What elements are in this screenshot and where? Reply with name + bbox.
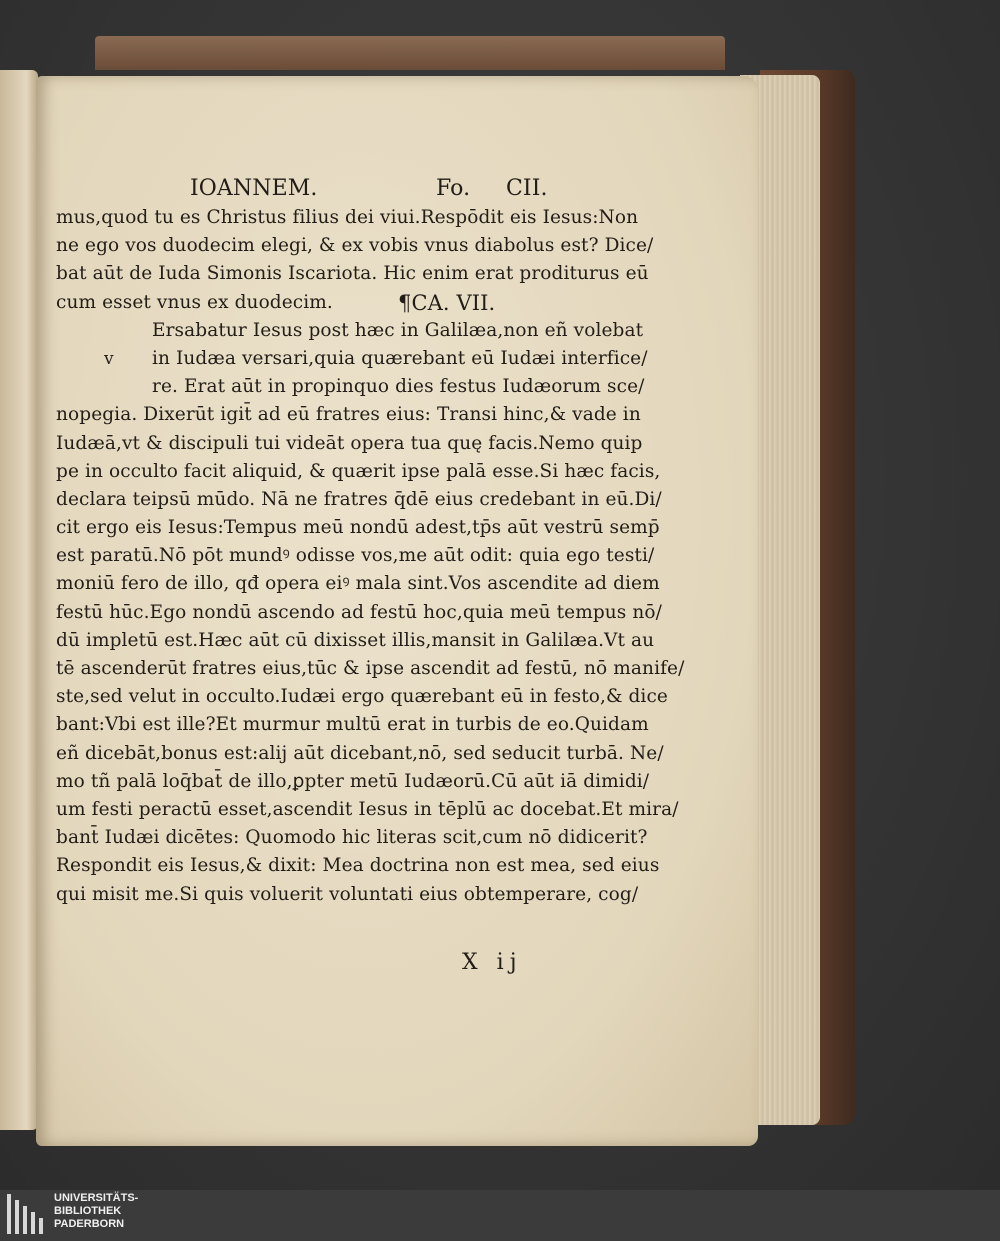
text-line: pe in occulto facit aliquid, & quærit ipse palā esse.Si hæc facis,: [56, 460, 661, 482]
folio-label: Fo.: [436, 176, 471, 201]
text-line: bant̄ Iudæi dicētes: Quomodo hic literas scit,cum nō didicerit?: [56, 827, 648, 849]
library-footer: [0, 1190, 1000, 1241]
text-line: festū hūc.Ego nondū ascendo ad festū hoc,quia meū tempus nō/: [56, 601, 662, 623]
text-line-with-chapter: [56, 289, 601, 317]
text-line: dū impletū est.Hæc aūt cū dixisset illis,mansit in Galilæa.Vt au: [56, 629, 655, 651]
chapter-heading: ¶CA. VII.: [398, 290, 496, 315]
text-line: est paratū.Nō pōt mundꝰ odisse vos,me aūt odit: quia ego testi/: [56, 545, 655, 567]
text-line: nopegia. Dixerūt igit̄ ad eū fratres eius: Transi hinc,& vade in: [56, 404, 641, 426]
text-line: cum esset vnus ex duodecim.: [56, 291, 333, 313]
library-name-line: UNIVERSITÄTS-: [54, 1192, 139, 1204]
library-logo-icon: [7, 1194, 43, 1234]
text-line: bant:Vbi est ille?Et murmur multū erat in turbis de eo.Quidam: [56, 714, 649, 736]
text-line: qui misit me.Si quis voluerit voluntati eius obtemperare, cog/: [56, 883, 639, 905]
text-line: Respondit eis Iesus,& dixit: Mea doctrina non est mea, sed eius: [56, 855, 660, 877]
text-line: cit ergo eis Iesus:Tempus meū nondū adest,tp̄s aūt vestrū semp̄: [56, 517, 660, 539]
left-page-sliver: [0, 70, 38, 1130]
text-line: eñ dicebāt,bonus est:alij aūt dicebant,nō, sed seducit turbā. Ne/: [56, 742, 664, 764]
text-line: mus,quod tu es Christus filius dei viui.Respōdit eis Iesus:Non: [56, 207, 639, 228]
running-header: [56, 174, 601, 204]
text-line: re. Erat aūt in propinquo dies festus Iudæorum sce/: [152, 376, 645, 398]
library-name-line: BIBLIOTHEK: [54, 1205, 122, 1217]
text-line: Iudæā,vt & discipuli tui videāt opera tua quę facis.Nemo quip: [56, 432, 643, 454]
text-line: tē ascenderūt fratres eius,tūc & ipse ascendit ad festū, nō manife/: [56, 658, 685, 679]
marginal-letter: v: [104, 348, 114, 369]
text-line-with-marginal: [56, 345, 648, 373]
library-name-line: PADERBORN: [54, 1218, 125, 1230]
book-cover-top-edge: [95, 36, 725, 70]
text-line: mo tñ palā loq̄bat̄ de illo,ꝑpter metū Iudæorū.Cū aūt iā dimidi/: [56, 770, 650, 792]
running-header-title: IOANNEM.: [190, 176, 318, 201]
signature-mark: X ij: [462, 950, 523, 975]
text-line: ste,sed velut in occulto.Iudæi ergo quærebant eū in festo,& dice: [56, 686, 668, 708]
text-line: bat aūt de Iuda Simonis Iscariota. Hic enim erat proditurus eū: [56, 263, 649, 285]
text-line: ne ego vos duodecim elegi, & ex vobis vnus diabolus est? Dice/: [56, 235, 654, 257]
text-line: um festi peractū esset,ascendit Iesus in tēplū ac docebat.Et mira/: [56, 798, 679, 820]
library-name: [54, 1192, 138, 1231]
folio-number: CII.: [506, 176, 548, 201]
text-line: moniū fero de illo, qđ opera eiꝰ mala sint.Vos ascendite ad diem: [56, 573, 660, 595]
text-line: declara teipsū mūdo. Nā ne fratres q̄dē eius credebant in eū.Di/: [56, 488, 662, 510]
text-line: Ersabatur Iesus post hæc in Galilæa,non eñ volebat: [152, 319, 644, 341]
page-text-block: [56, 174, 685, 909]
text-line: in Iudæa versari,quia quærebant eū Iudæi interfice/: [152, 347, 648, 369]
